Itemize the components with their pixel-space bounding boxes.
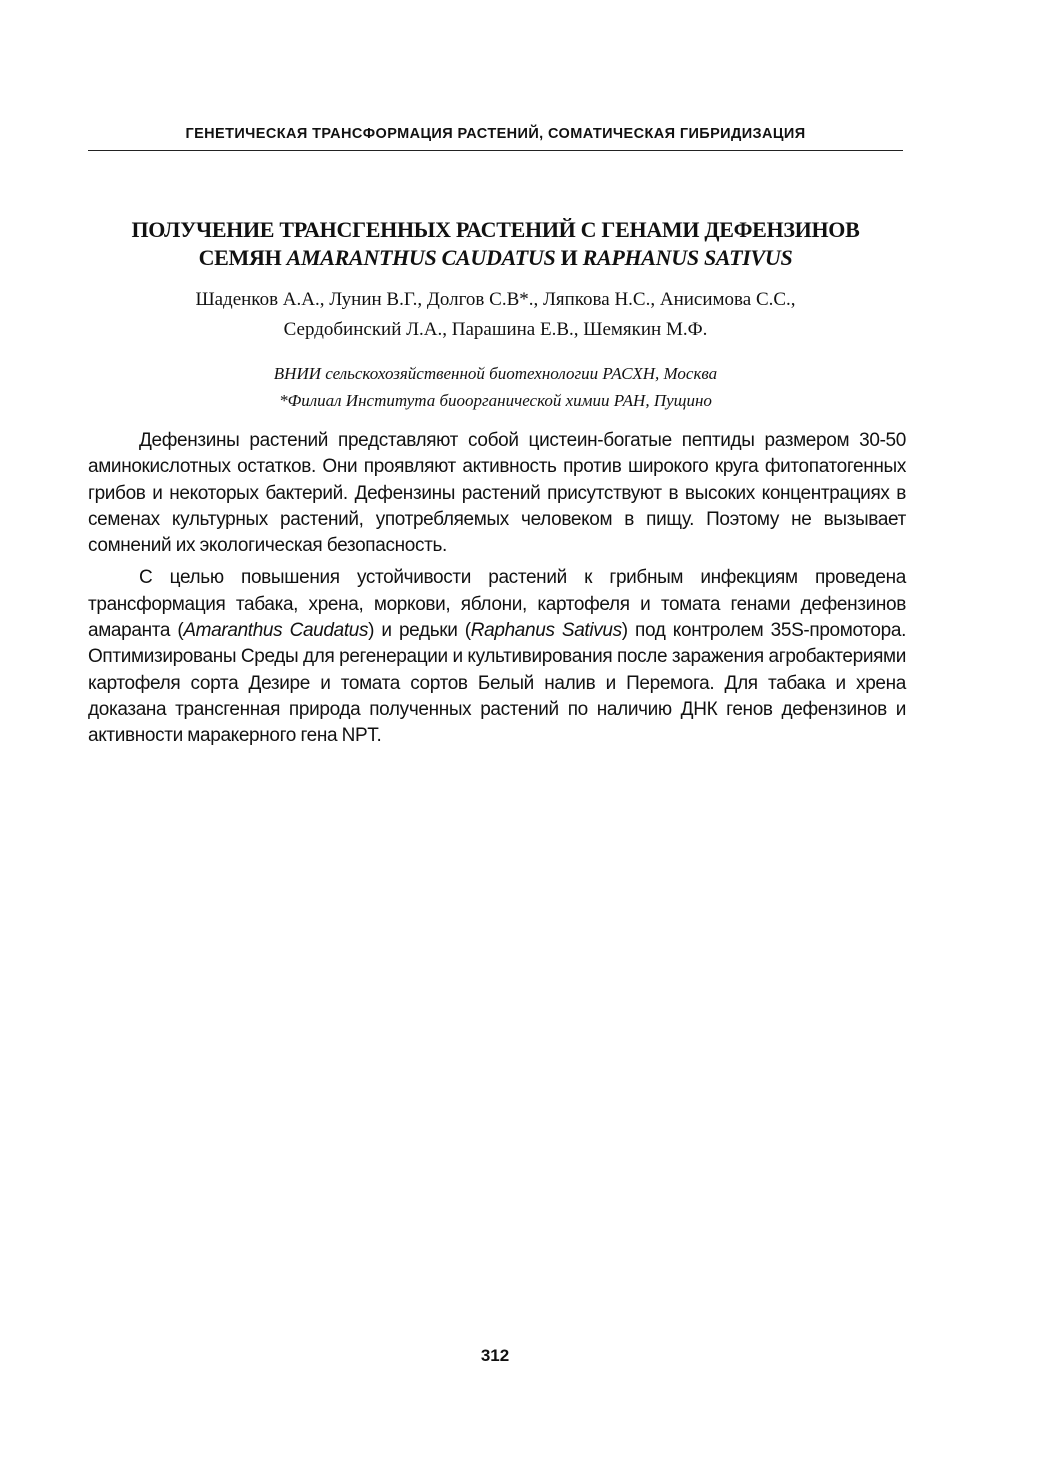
author-list xyxy=(88,285,903,345)
paragraph-2-part-2: ) и редьки ( xyxy=(368,620,471,642)
species-raphanus: Raphanus Sativus xyxy=(470,620,622,642)
page-number: 312 xyxy=(480,1346,510,1365)
title-prefix: СЕМЯН xyxy=(198,245,287,270)
paragraph-2 xyxy=(88,565,906,749)
header-rule xyxy=(88,150,903,151)
paragraph-1: Дефензины растений представляют собой цистеин-богатые пептиды размером 30-50 аминокислотных остатков. Они проявляют активность против широкого круга фитопатогенных грибов и некоторых бактерий. Дефензины растений присутствуют в высоких концентрациях в семенах культурных растений, употребляемых человеком в пищу. Поэтому не вызывает сомнений их экологическая безопасность. xyxy=(88,430,906,557)
title-conjunction: И xyxy=(555,245,583,270)
affiliations xyxy=(88,360,903,414)
title-line-2 xyxy=(88,244,903,272)
title-species-2: RAPHANUS SATIVUS xyxy=(582,245,793,270)
authors-line-1: Шаденков А.А., Лунин В.Г., Долгов С.В*., Ляпкова Н.С., Анисимова С.С., xyxy=(195,289,796,310)
affiliation-1: ВНИИ сельскохозяйственной биотехнологии РАСХН, Москва xyxy=(273,364,718,383)
title-species-1: AMARANTHUS CAUDATUS xyxy=(286,245,556,270)
paragraph-2-part-3: ) под контролем 35S-промотора. Оптимизированы Среды для регенерации и культивирования после заражения агробактериями картофеля сорта Дезире и томата сортов Белый налив и Перемога. Для табака и хрена доказана трансгенная природа полученных растений по наличию ДНК генов дефензинов и активности маракерного гена NPT. xyxy=(88,620,907,747)
species-amaranthus: Amaranthus Caudatus xyxy=(183,620,369,642)
article-title xyxy=(88,216,903,272)
affiliation-2: *Филиал Института биоорганической химии РАН, Пущино xyxy=(279,391,712,410)
abstract-body xyxy=(88,428,906,750)
paragraph-2-part-1: С целью повышения устойчивости растений к грибным инфекциям проведена трансформация табака, хрена, моркови, яблони, картофеля и томата генами дефензинов амаранта ( xyxy=(88,567,906,642)
running-header: ГЕНЕТИЧЕСКАЯ ТРАНСФОРМАЦИЯ РАСТЕНИЙ, СОМАТИЧЕСКАЯ ГИБРИДИЗАЦИЯ xyxy=(185,126,806,142)
title-line-1: ПОЛУЧЕНИЕ ТРАНСГЕННЫХ РАСТЕНИЙ С ГЕНАМИ ДЕФЕНЗИНОВ xyxy=(131,217,860,242)
authors-line-2: Сердобинский Л.А., Парашина Е.В., Шемякин М.Ф. xyxy=(283,319,708,340)
